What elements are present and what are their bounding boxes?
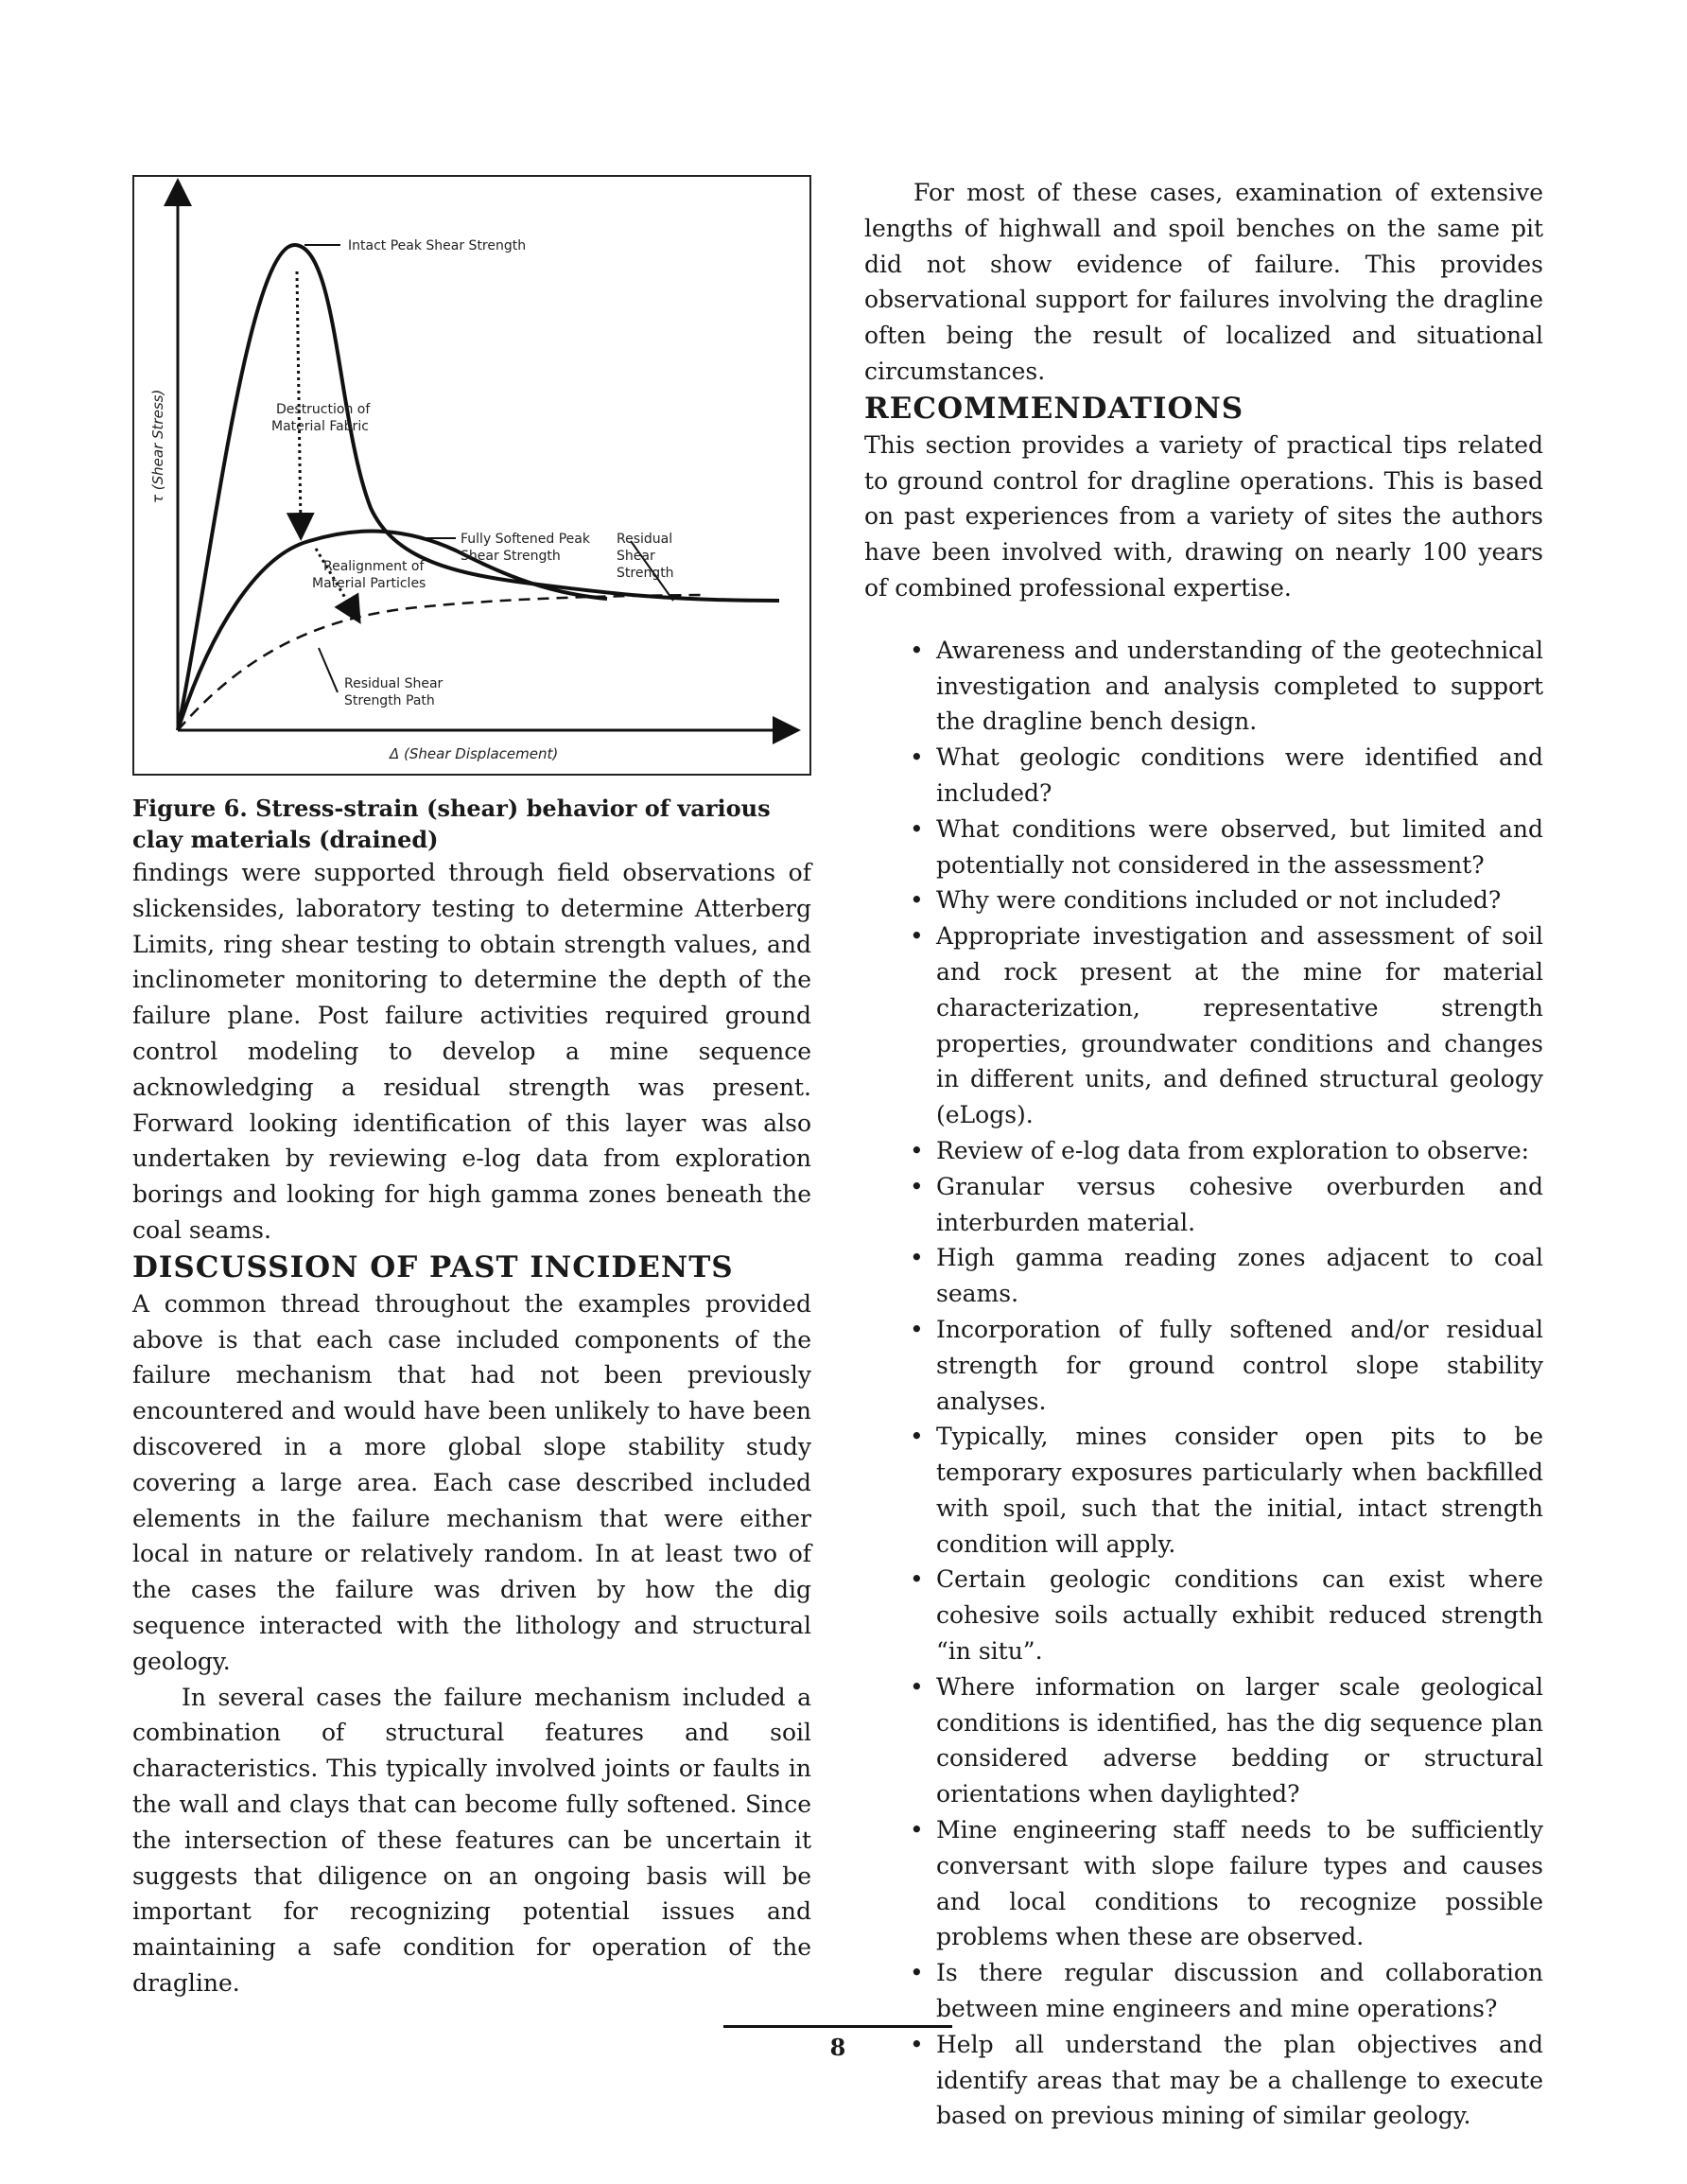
list-item-text: Certain geologic conditions can exist where cohesive soils actually exhibit reduced strength “in situ”. (936, 1565, 1543, 1666)
label-residual-1: Residual (617, 532, 673, 547)
list-item (864, 1562, 1543, 1669)
list-item (864, 1955, 1543, 2027)
label-y-axis: τ (Shear Stress) (149, 389, 166, 503)
list-item (864, 1812, 1543, 1955)
stress-strain-diagram (134, 177, 809, 774)
bullet-dot: • (910, 636, 924, 664)
list-item-text: Typically, mines consider open pits to be temporary exposures particularly when backfilled with spoil, such that the initial, intact strength condition will apply. (936, 1423, 1543, 1558)
list-item (864, 1133, 1543, 1169)
bullet-dot: • (910, 886, 924, 915)
list-item-text: What conditions were observed, but limited and potentially not considered in the assessment? (936, 814, 1543, 879)
list-item (864, 740, 1543, 812)
recommendations-list (864, 633, 1543, 2134)
label-residual-3: Strength (617, 566, 674, 581)
list-item-text: Incorporation of fully softened and/or residual strength for ground control slope stability analyses. (936, 1315, 1543, 1415)
bullet-dot: • (910, 922, 924, 951)
list-item-text: What geologic conditions were identified and included? (936, 743, 1543, 807)
list-item (864, 1419, 1543, 1562)
list-item-text: Appropriate investigation and assessment of soil and rock present at the mine for material characterization, representative strength properties, groundwater conditions and changes in different units, and defined structural geology (eLogs). (936, 922, 1543, 1129)
list-item (864, 633, 1543, 740)
label-destruction-1: Destruction of (276, 402, 371, 417)
label-realignment-2: Material Particles (312, 576, 426, 591)
label-residual-path-1: Residual Shear (344, 676, 443, 691)
label-x-axis: Δ (Shear Displacement) (390, 745, 559, 762)
left-paragraph-1: findings were supported through field observations of slickensides, laboratory testing to determine Atterberg Limits, ring shear testing to obtain strength values, and inclinometer monitoring to determine the depth of the failure plane. Post failure activities required ground control modeling to develop a mine sequence acknowledging a residual strength was present. Forward looking identification of this layer was also undertaken by reviewing e-log data from exploration borings and looking for high gamma zones beneath the coal seams. (132, 859, 811, 1244)
list-item (864, 1240, 1543, 1312)
heading-recommendations: RECOMMENDATIONS (864, 391, 1244, 426)
bullet-dot: • (910, 1959, 924, 1987)
bullet-dot: • (910, 1672, 924, 1701)
right-paragraph-2: This section provides a variety of practical tips related to ground control for dragline operations. This is based on past experiences from a variety of sites the authors have been involved with, drawing on nearly 100 years of combined professional expertise. (864, 430, 1543, 602)
list-item (864, 2027, 1543, 2134)
bullet-dot: • (910, 814, 924, 843)
figure-caption: Figure 6. Stress-strain (shear) behavior of various clay materials (drained) (132, 795, 771, 853)
list-item-text: High gamma reading zones adjacent to coal seams. (936, 1244, 1543, 1308)
right-column (864, 175, 1543, 2134)
list-item-text: Why were conditions included or not included? (936, 886, 1502, 915)
list-item-text: Is there regular discussion and collaboration between mine engineers and mine operations? (936, 1959, 1543, 2023)
list-item (864, 812, 1543, 883)
bullet-dot: • (910, 1816, 924, 1844)
bullet-dot: • (910, 2030, 924, 2058)
heading-discussion: DISCUSSION OF PAST INCIDENTS (132, 1249, 734, 1284)
left-column (132, 175, 811, 2001)
list-item-text: Review of e-log data from exploration to observe: (936, 1136, 1530, 1164)
destruction-arrow (297, 271, 301, 527)
list-item (864, 918, 1543, 1133)
bullet-dot: • (910, 1136, 924, 1164)
footer-rule (723, 2025, 952, 2028)
bullet-dot: • (910, 743, 924, 772)
list-item-text: Mine engineering staff needs to be sufficiently conversant with slope failure types and causes and local conditions to recognize possible problems when these are observed. (936, 1816, 1543, 1951)
label-residual-2: Shear (617, 549, 655, 564)
list-item-text: Awareness and understanding of the geotechnical investigation and analysis completed to support the dragline bench design. (936, 636, 1543, 736)
list-item (864, 1169, 1543, 1241)
bullet-dot: • (910, 1172, 924, 1200)
list-item-text: Help all understand the plan objectives and identify areas that may be a challenge to execute based on previous mining of similar geology. (936, 2030, 1543, 2130)
label-residual-path-2: Strength Path (344, 693, 435, 708)
list-item-text: Granular versus cohesive overburden and interburden material. (936, 1172, 1543, 1236)
label-fully-softened-1: Fully Softened Peak (461, 532, 590, 547)
label-destruction-2: Material Fabric (271, 419, 369, 434)
list-item (864, 882, 1543, 918)
right-paragraph-1: For most of these cases, examination of extensive lengths of highwall and spoil benches on the same pit did not show evidence of failure. This provides observational support for failures involving the dragline often being the result of localized and situational circumstances. (864, 179, 1543, 385)
list-item-text: Where information on larger scale geological conditions is identified, has the dig sequence plan considered adverse bedding or structural orientations when daylighted? (936, 1672, 1543, 1808)
label-realignment-1: Realignment of (323, 559, 425, 574)
residual-path-curve (178, 595, 702, 730)
page-number: 8 (829, 2034, 846, 2061)
bullet-dot: • (910, 1423, 924, 1451)
left-paragraph-2: A common thread throughout the examples provided above is that each case included components of the failure mechanism that had not been previously encountered and would have been unlikely to have been discovered in a more global slope stability study covering a large area. Each case described included elements in the failure mechanism that were either local in nature or relatively random. In at least two of the cases the failure was driven by how the dig sequence interacted with the lithology and structural geology. (132, 1289, 811, 1675)
left-paragraph-3: In several cases the failure mechanism included a combination of structural features and soil characteristics. This typically involved joints or faults in the wall and clays that can become fully softened. Since the intersection of these features can be uncertain it suggests that diligence on an ongoing basis will be important for recognizing potential issues and maintaining a safe condition for operation of the dragline. (132, 1683, 811, 1997)
figure-6 (132, 175, 811, 776)
bullet-dot: • (910, 1244, 924, 1272)
label-intact-peak: Intact Peak Shear Strength (348, 238, 527, 253)
intact-peak-curve (178, 245, 779, 730)
bullet-dot: • (910, 1315, 924, 1343)
label-fully-softened-2: Shear Strength (461, 549, 561, 564)
bullet-dot: • (910, 1565, 924, 1594)
list-item (864, 1312, 1543, 1419)
list-item (864, 1669, 1543, 1812)
